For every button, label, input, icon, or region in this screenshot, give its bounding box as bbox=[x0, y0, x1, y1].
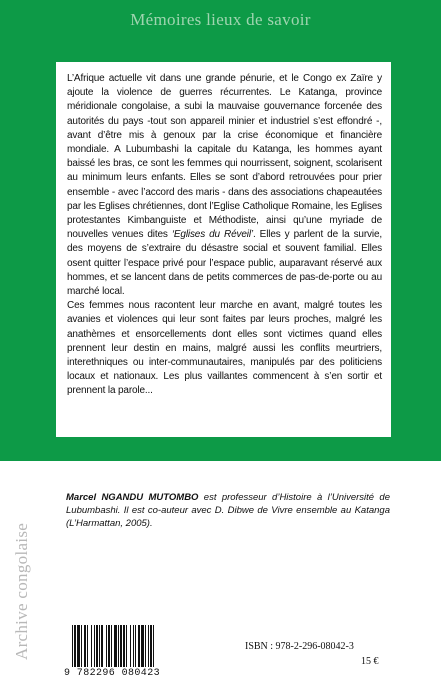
barcode-bar bbox=[94, 625, 95, 667]
barcode-bar bbox=[130, 625, 131, 667]
barcode-bar bbox=[84, 625, 86, 667]
collection-name: Archive congolaise bbox=[12, 522, 31, 660]
barcode bbox=[64, 625, 184, 683]
author-bio-text: est professeur d’Histoire à l’Université de Lubumbashi. Il est co-auteur avec D. Dibwe de Vivre ensemble au Katanga (L’Harmattan, 2005). bbox=[66, 492, 391, 529]
barcode-bar bbox=[133, 625, 134, 667]
barcode-bar bbox=[138, 625, 140, 667]
barcode-bar bbox=[148, 625, 149, 667]
barcode-bar bbox=[126, 625, 127, 667]
barcode-digits: 9 782296 080423 bbox=[64, 668, 161, 679]
barcode-bar bbox=[114, 625, 117, 667]
blurb-paragraph-1-text-b: . Elles y parlent de la survie, des moyens de s’extraire du désastre social et souvent familial. Elles osent quitter l’espace privé pour l’espace public, auparavant réservé aux hommes, et se lancent dans de petits commerces de pas-de-porte ou au marché local. bbox=[67, 229, 382, 298]
barcode-bar bbox=[111, 625, 112, 667]
blurb-paragraph-1-italic: ‘Eglises du Réveil’ bbox=[171, 229, 253, 241]
isbn-number: ISBN : 978-2-296-08042-3 bbox=[245, 641, 354, 652]
author-bio bbox=[66, 491, 390, 530]
blurb-paragraph-1 bbox=[67, 72, 382, 299]
barcode-bar bbox=[118, 625, 119, 667]
barcode-bar bbox=[141, 625, 144, 667]
barcode-bar bbox=[99, 625, 100, 667]
barcode-bars bbox=[72, 625, 182, 667]
barcode-bar bbox=[72, 625, 73, 667]
author-name: Marcel NGANDU MUTOMBO bbox=[66, 492, 199, 503]
barcode-bar bbox=[106, 625, 107, 667]
series-title: Mémoires lieux de savoir bbox=[130, 10, 311, 29]
barcode-bar bbox=[150, 625, 152, 667]
barcode-bar bbox=[153, 625, 154, 667]
blurb-paragraph-1-text-a: L’Afrique actuelle vit dans une grande pénurie, et le Congo ex Zaïre y ajoute la violence de guerres récurrentes. Le Katanga, province méridionale congolaise, a subi la mauvaise gouvernance forcenée des autorités du pays -tout son appareil minier et industriel s’est effondré -, avant d’être mis à genoux par la crise économique et financière mondiale. A Lubumbashi la capitale du Katanga, les hommes ayant baissé les bras, ce sont les femmes qui nourrissent, soignent, scolarisent au minimum leurs enfants. Elles se sont d’abord retrouvées pour prier ensemble - avec l’accord des maris - dans des associations chapeautées par les Eglises chrétiennes, dont l’Eglise Catholique Romaine, les Eglises protestantes Kimbanguiste et Méthodiste, ainsi qu’une myriade de nouvelles venues dites bbox=[67, 73, 382, 241]
barcode-bar bbox=[91, 625, 92, 667]
barcode-bar bbox=[87, 625, 88, 667]
barcode-bar bbox=[120, 625, 122, 667]
barcode-bar bbox=[145, 625, 146, 667]
barcode-bar bbox=[101, 625, 103, 667]
barcode-bar bbox=[81, 625, 82, 667]
blurb-paragraph-2: Ces femmes nous racontent leur marche en avant, malgré toutes les avanies et violences qui leur sont faites par leurs proches, malgré les anathèmes et ensorcellements dont elles sont victimes quand elles prennent leur destin en mains, malgré aussi les conflits meurtriers, interethniques ou inter-communautaires, manipulés par des politiciens locaux et nationaux. Les plus vaillantes commencent à s’en sortir et prennent la parole... bbox=[67, 300, 382, 397]
barcode-bar bbox=[77, 625, 80, 667]
barcode-bar bbox=[108, 625, 110, 667]
price: 15 € bbox=[361, 656, 379, 667]
barcode-bar bbox=[96, 625, 98, 667]
barcode-bar bbox=[74, 625, 76, 667]
barcode-bar bbox=[135, 625, 136, 667]
back-cover-blurb bbox=[56, 62, 391, 437]
barcode-bar bbox=[123, 625, 125, 667]
